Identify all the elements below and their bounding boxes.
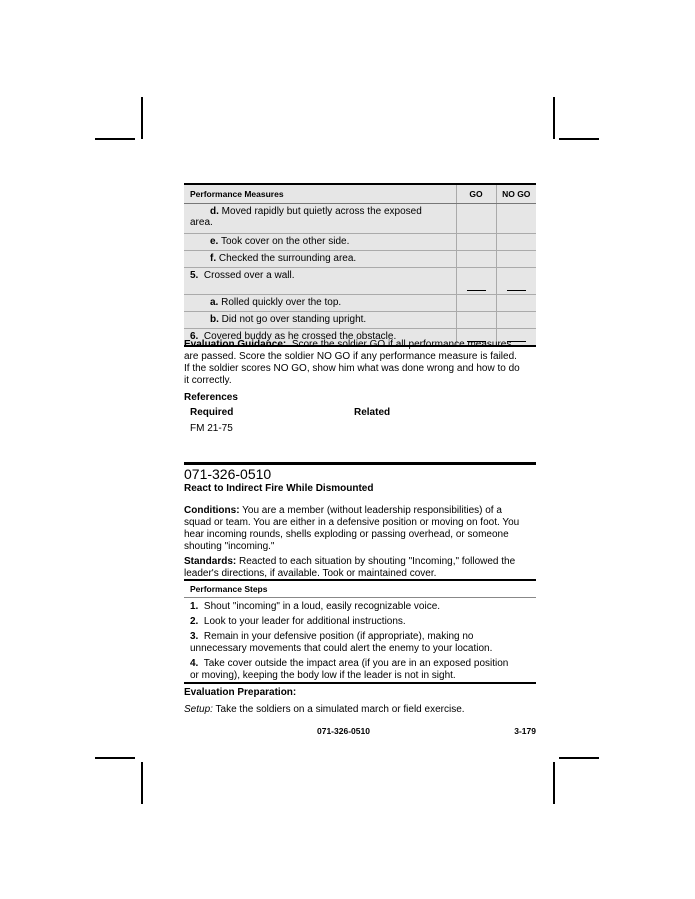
evaluation-preparation-heading: Evaluation Preparation: <box>184 687 297 698</box>
table-header-row <box>184 184 536 204</box>
page-number: 3-179 <box>514 726 536 736</box>
go-blank[interactable] <box>456 268 496 295</box>
row-label: f. <box>210 253 217 264</box>
table-row <box>184 234 536 251</box>
crop-mark <box>559 138 599 140</box>
crop-mark <box>553 762 555 804</box>
row-text-cont: area. <box>190 217 213 228</box>
crop-mark <box>95 757 135 759</box>
table-row <box>184 268 536 295</box>
crop-mark <box>141 97 143 139</box>
evaluation-guidance-text: are passed. Score the soldier NO GO if any performance measure is failed. <box>184 351 517 362</box>
nogo-blank[interactable] <box>496 268 536 295</box>
row-text: Crossed over a wall. <box>203 270 295 281</box>
conditions-label: Conditions: <box>184 505 240 516</box>
conditions-text: squad or team. You are either in a defensive position or moving on foot. You <box>184 517 520 528</box>
steps-top-rule <box>184 579 536 581</box>
row-label: b. <box>210 314 219 325</box>
row-label: d. <box>210 206 219 217</box>
step-item: 4. Take cover outside the impact area (if you are in an exposed position or moving), keeping the body low if the leader is not in sight. <box>190 658 509 681</box>
performance-measures-table <box>184 183 536 347</box>
row-text: Moved rapidly but quietly across the exposed <box>221 206 422 217</box>
standards-text: Reacted to each situation by shouting "Incoming," followed the <box>239 556 516 567</box>
nogo-header: NO GO <box>496 184 536 204</box>
row-text: Did not go over standing upright. <box>221 314 367 325</box>
performance-steps <box>184 601 536 682</box>
evaluation-guidance-label: Evaluation Guidance: <box>184 339 287 350</box>
table-row <box>184 295 536 312</box>
row-label: 5. <box>190 270 199 281</box>
crop-mark <box>553 97 555 139</box>
step-item: 2. Look to your leader for additional instructions. <box>190 616 406 627</box>
table-row <box>184 204 536 234</box>
conditions-text: hear incoming rounds, shells exploding or passing overhead, or someone <box>184 529 509 540</box>
setup-text: Take the soldiers on a simulated march or field exercise. <box>215 704 465 715</box>
conditions-text: You are a member (without leadership responsibilities) of a <box>242 505 502 516</box>
task-number: 071-326-0510 <box>184 466 272 482</box>
table-row <box>184 251 536 268</box>
row-text: Took cover on the other side. <box>220 236 350 247</box>
row-label: a. <box>210 297 219 308</box>
related-label: Related <box>354 407 391 418</box>
evaluation-guidance-text: it correctly. <box>184 375 232 386</box>
standards <box>184 556 536 580</box>
steps-bottom-rule <box>184 682 536 684</box>
required-reference: FM 21-75 <box>190 423 233 434</box>
performance-steps-header: Performance Steps <box>190 584 268 594</box>
step-item: 1. Shout "incoming" in a loud, easily recognizable voice. <box>190 601 441 612</box>
standards-text: leader's directions, if available. Took or maintained cover. <box>184 568 437 579</box>
crop-mark <box>559 757 599 759</box>
footer-task-number: 071-326-0510 <box>317 726 370 736</box>
conditions-text: shouting "incoming." <box>184 541 275 552</box>
row-text: Rolled quickly over the top. <box>221 297 342 308</box>
table-row <box>184 312 536 329</box>
row-text: Covered buddy as he crossed the obstacle. <box>203 331 397 342</box>
required-label: Required <box>190 407 234 418</box>
references-section <box>184 392 536 435</box>
go-header: GO <box>456 184 496 204</box>
performance-measures-header: Performance Measures <box>184 184 456 204</box>
conditions <box>184 505 536 553</box>
step-item: 3. Remain in your defensive position (if appropriate), making no unnecessary movements that could alert the enemy to your location. <box>190 631 493 654</box>
crop-mark <box>95 138 135 140</box>
standards-label: Standards: <box>184 556 237 567</box>
evaluation-guidance <box>184 339 536 387</box>
evaluation-guidance-text: Score the soldier GO if all performance measures <box>291 339 512 350</box>
row-text: Checked the surrounding area. <box>218 253 357 264</box>
page-content <box>184 183 536 736</box>
task-title: React to Indirect Fire While Dismounted <box>184 483 374 494</box>
task-divider <box>184 462 536 465</box>
row-label: 6. <box>190 331 199 342</box>
evaluation-guidance-text: If the soldier scores NO GO, show him what was done wrong and how to do <box>184 363 520 374</box>
setup-label: Setup: <box>184 704 213 715</box>
row-label: e. <box>210 236 219 247</box>
references-heading: References <box>184 392 238 403</box>
steps-header-rule <box>184 597 536 598</box>
crop-mark <box>141 762 143 804</box>
